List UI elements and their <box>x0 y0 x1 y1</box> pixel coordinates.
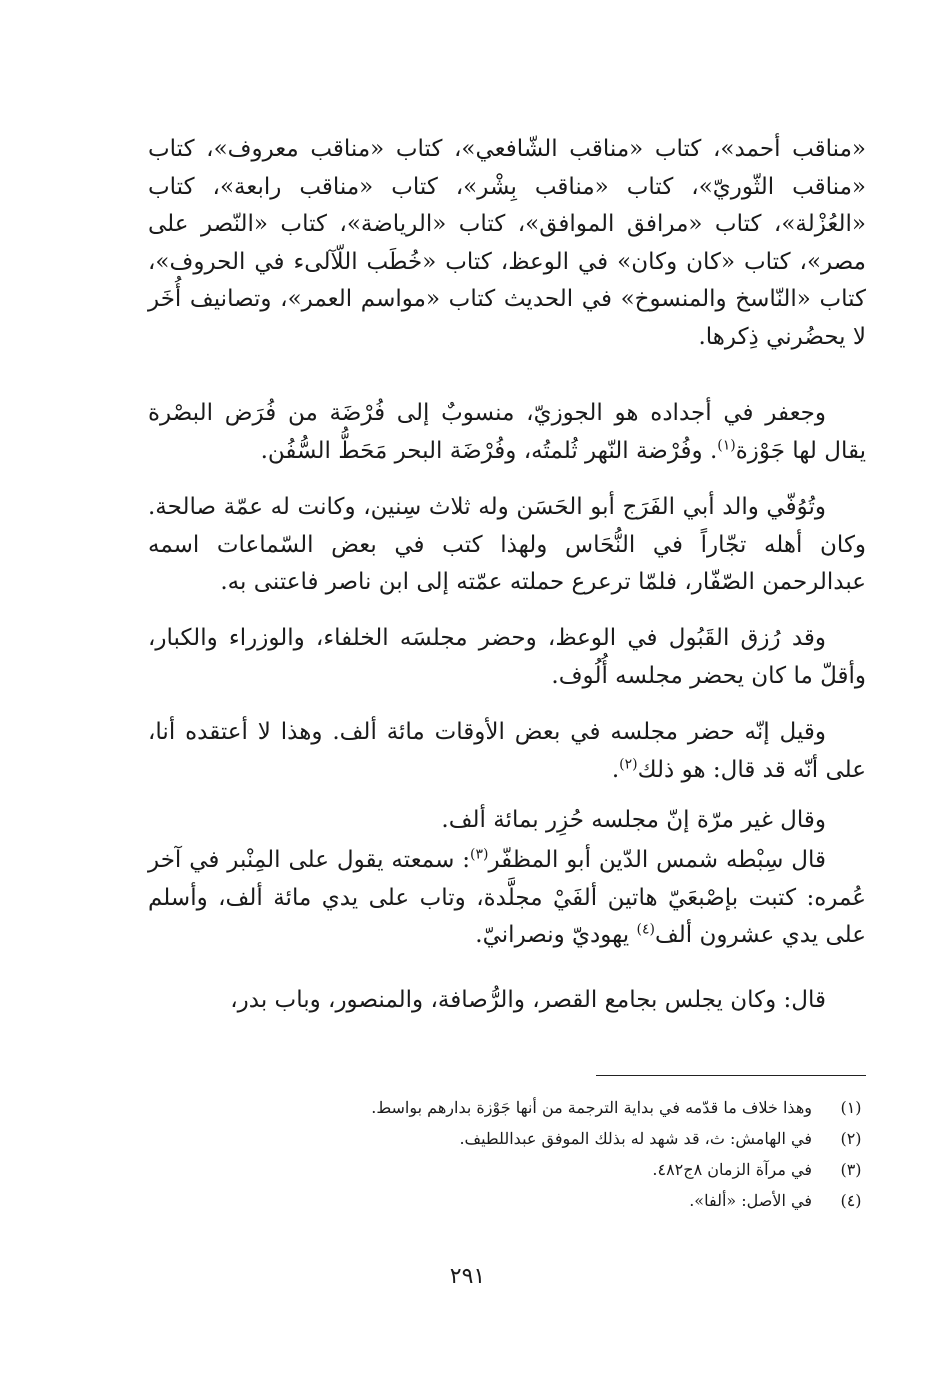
footnote-number: (٣) <box>840 1160 862 1179</box>
footnote-text: في الأصل: «ألفا». <box>689 1191 812 1210</box>
paragraph-sibt <box>148 842 866 955</box>
paragraph-text: وقد رُزق القَبُول في الوعظ، وحضر مجلسَه الخلفاء، والوزراء والكبار، وأقلّ ما كان يحضر مجلسه أُلُوف. <box>148 625 866 689</box>
paragraph-text: يهوديّ ونصرانيّ. <box>475 922 637 948</box>
paragraph-father <box>148 489 866 602</box>
footnote-item <box>200 1191 876 1222</box>
footnote-number: (١) <box>840 1098 862 1117</box>
footnotes <box>200 1098 876 1222</box>
footnote-number: (٢) <box>840 1129 862 1148</box>
paragraph-text: وقال غير مرّة إنّ مجلسه حُزِر بمائة ألف. <box>441 807 826 833</box>
paragraph-attendance <box>148 714 866 789</box>
paragraph-sermon <box>148 620 866 695</box>
footnote-item <box>200 1160 876 1191</box>
footnote-number: (٤) <box>840 1191 862 1210</box>
paragraph-text: وتُوُفّي والد أبي الفَرَج أبو الحَسَن وله ثلاث سِنين، وكانت له عمّة صالحة. وكان أهله تجّاراً في النُّحَاس ولهذا كتب في بعض السّماعات اسمه عبدالرحمن الصّفّار، فلمّا ترعرع حملته عمّته إلى ابن ناصر فاعتنى به. <box>148 494 866 595</box>
paragraph-text: وجعفر في أجداده هو الجوزيّ، منسوبٌ إلى فُرْضَة من فُرَض البصْرة يقال لها جَوْزة <box>148 400 866 464</box>
footnote-text: وهذا خلاف ما قدّمه في بداية الترجمة من أنها جَوْزة بدارهم بواسط. <box>371 1098 812 1117</box>
paragraph-text: «مناقب أحمد»، كتاب «مناقب الشّافعي»، كتاب «مناقب معروف»، كتاب «مناقب الثّوريّ»، كتاب «مناقب بِشْر»، كتاب «مناقب رابعة»، كتاب «العُزْلة»، كتاب «مرافق الموافق»، كتاب «الرياضة»، كتاب «النّصر على مصر»، كتاب «كان وكان» في الوعظ، كتاب «خُطَب اللّآلىء في الحروف»، كتاب «النّاسخ والمنسوخ» في الحديث كتاب «مواسم العمر»، وتصانيف أُخَر لا يحضُرني ذِكرها. <box>148 136 866 350</box>
paragraph-books <box>148 131 866 356</box>
footnote-item <box>200 1129 876 1160</box>
footnote-ref-3: (٣) <box>470 846 489 863</box>
paragraph-text: قال: وكان يجلس بجامع القصر، والرُّصافة، والمنصور، وباب بدر، <box>230 987 826 1013</box>
paragraph-estimate <box>148 802 866 840</box>
paragraph-places <box>148 982 866 1020</box>
paragraph-text: . <box>611 756 620 783</box>
paragraph-text: . وفُرْضة النّهر ثُلمتُه، وفُرْضَة البحر مَحَطُّ السُّفُن. <box>260 437 718 464</box>
footnote-ref-2: (٢) <box>619 755 638 772</box>
page-number: ٢٩١ <box>449 1264 486 1289</box>
footnote-ref-1: (١) <box>717 436 736 453</box>
paragraph-jawzi <box>148 395 866 470</box>
footnote-divider <box>596 1075 866 1076</box>
paragraph-text: قال سِبْطه شمس الدّين أبو المظفّر <box>488 847 826 873</box>
footnote-ref-4: (٤) <box>636 921 655 938</box>
footnote-item <box>200 1098 876 1129</box>
footnote-text: في مرآة الزمان ٨ج٤٨٢. <box>652 1160 812 1179</box>
paragraph-text: : سمعته يقول على المِنْبر في آخر عُمره: كتبت بإصْبعَيّ هاتين ألفَيْ مجلَّدة، وتاب على يدي مائة ألف، وأسلم على يدي عشرون ألف <box>148 847 866 948</box>
paragraph-text: وقيل إنّه حضر مجلسه في بعض الأوقات مائة ألف. وهذا لا أعتقده أنا، على أنّه قد قال: هو ذلك <box>148 719 866 783</box>
footnote-text: في الهامش: ث، قد شهد له بذلك الموفق عبداللطيف. <box>459 1129 812 1148</box>
